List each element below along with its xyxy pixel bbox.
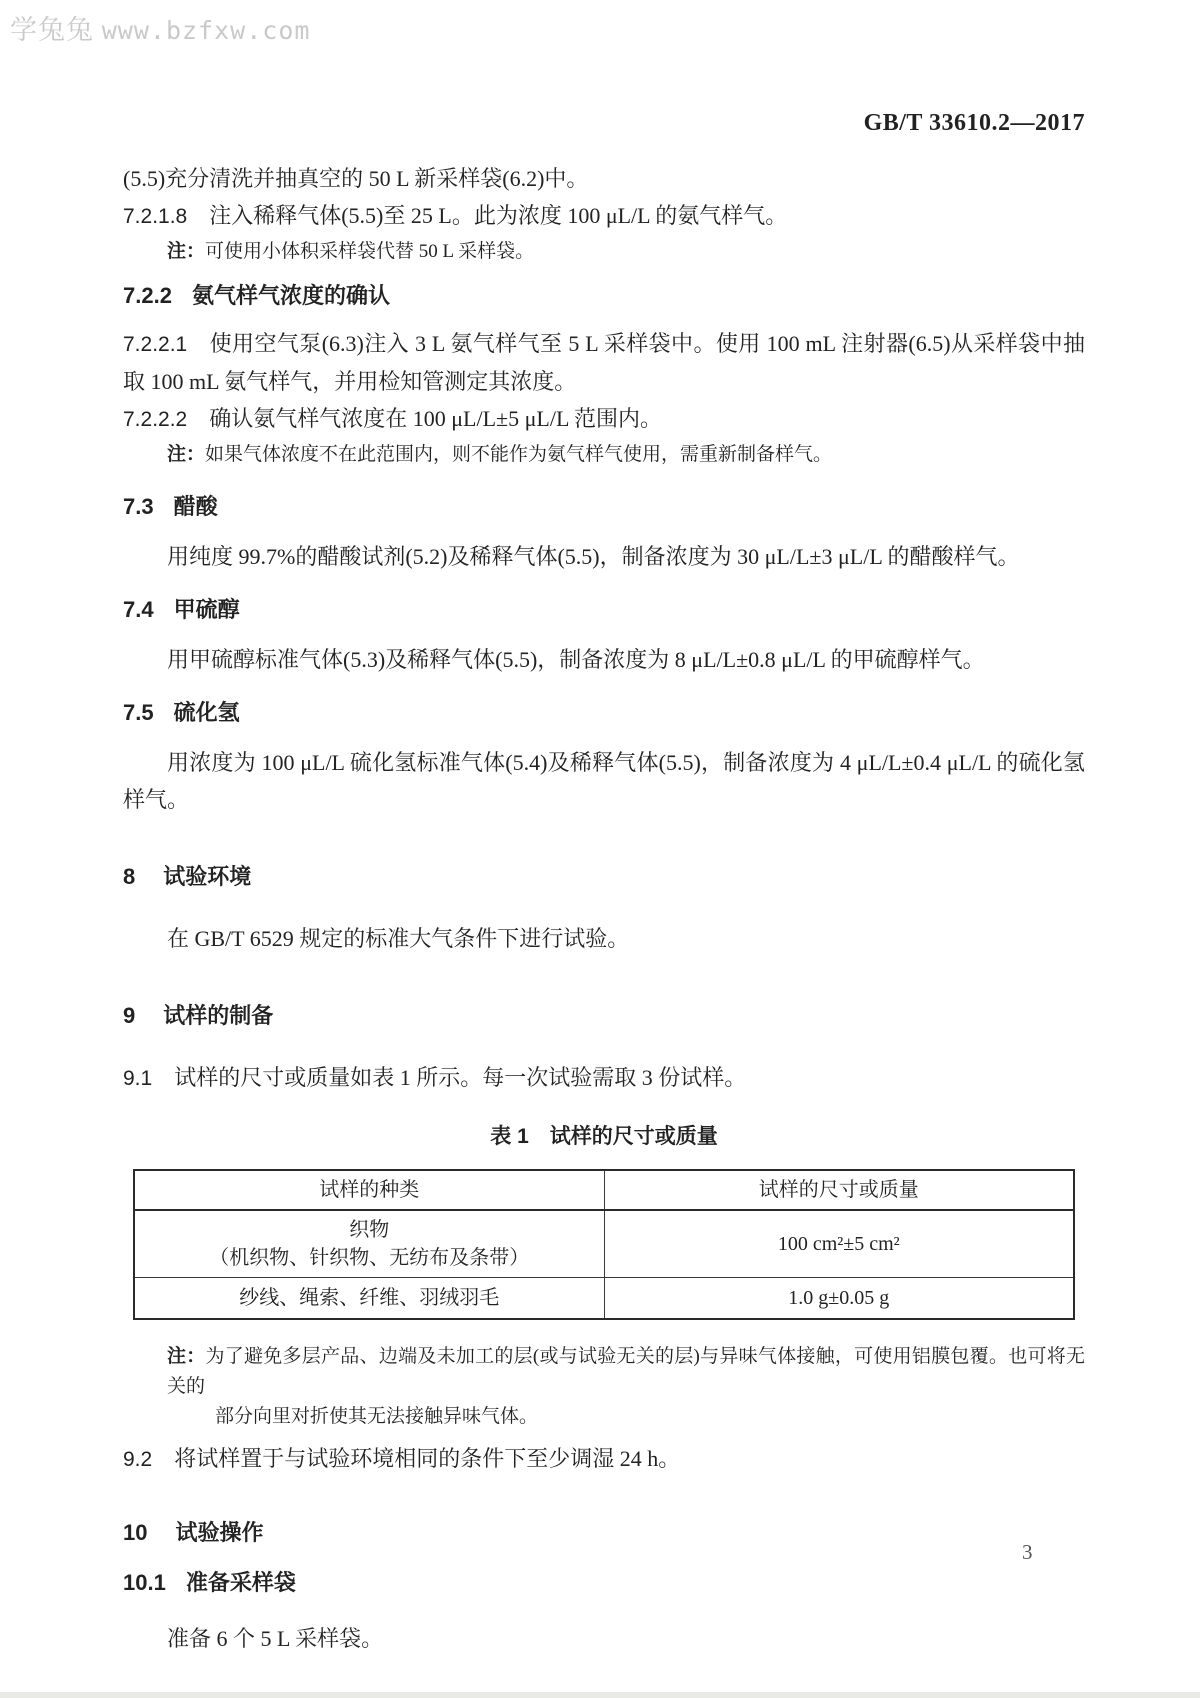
table-1	[133, 1169, 1075, 1320]
clause-text: 使用空气泵(6.3)注入 3 L 氨气样气至 5 L 采样袋中。使用 100 mL 注射器(6.5)从采样袋中抽取 100 mL 氨气样气，并用检知管测定其浓度。	[123, 331, 1085, 394]
watermark-url: www.bzfxw.com	[101, 16, 311, 45]
paragraph-continuation: (5.5)充分清洗并抽真空的 50 L 新采样袋(6.2)中。	[123, 166, 589, 191]
heading-title: 试验操作	[175, 1520, 264, 1545]
note-line-1	[167, 1342, 1085, 1402]
heading-10-1	[123, 1568, 1085, 1598]
page-content	[123, 0, 1085, 1657]
heading-number: 9	[123, 1003, 136, 1028]
note-text: 为了避免多层产品、边端及未加工的层(或与试验无关的层)与异味气体接触，可使用铝膜包覆。也可将无关的	[167, 1346, 1085, 1397]
paragraph-7-4: 用甲硫醇标准气体(5.3)及稀释气体(5.5)，制备浓度为 8 μL/L±0.8 μL/L 的甲硫醇样气。	[167, 647, 985, 672]
heading-number: 7.3	[123, 494, 154, 519]
heading-title: 试样的制备	[163, 1003, 274, 1028]
heading-title: 甲硫醇	[173, 597, 240, 622]
heading-title: 试验环境	[163, 864, 252, 889]
note-2	[123, 440, 1085, 470]
table-row	[134, 1278, 1074, 1320]
clause-number: 7.2.2.2	[123, 408, 188, 431]
doc-number: GB/T 33610.2—2017	[863, 110, 1085, 136]
scan-edge-shadow	[0, 1692, 1200, 1698]
table-header-sample-type: 试样的种类	[134, 1170, 604, 1210]
cell-sample-type	[134, 1210, 604, 1278]
paragraph-7-5: 用浓度为 100 μL/L 硫化氢标准气体(5.4)及稀释气体(5.5)，制备浓度为 4 μL/L±0.4 μL/L 的硫化氢样气。	[123, 750, 1085, 812]
clause-number: 9.2	[123, 1448, 153, 1471]
note-label: 注：	[167, 1346, 206, 1367]
table-1-caption: 表 1 试样的尺寸或质量	[490, 1125, 718, 1148]
heading-7-5	[123, 698, 1085, 728]
heading-number: 10	[123, 1520, 148, 1545]
heading-number: 7.5	[123, 700, 154, 725]
clause-7-2-2-2	[123, 400, 1085, 438]
clause-text: 注入稀释气体(5.5)至 25 L。此为浓度 100 μL/L 的氨气样气。	[209, 203, 788, 228]
heading-title: 醋酸	[173, 494, 218, 519]
heading-10	[123, 1518, 1085, 1548]
note-1	[123, 237, 1085, 267]
page-number: 3	[1022, 1540, 1033, 1564]
table-header-sample-size: 试样的尺寸或质量	[604, 1170, 1074, 1210]
table-row	[134, 1210, 1074, 1278]
cell-line-2: （机织物、针织物、无纺布及条带）	[209, 1247, 530, 1269]
heading-number: 8	[123, 864, 136, 889]
clause-9-2	[123, 1440, 1085, 1478]
watermark-site-name: 学兔兔	[10, 15, 94, 46]
clause-number: 9.1	[123, 1067, 153, 1090]
heading-7-3	[123, 492, 1085, 522]
heading-number: 7.2.2	[123, 283, 172, 308]
note-text: 如果气体浓度不在此范围内，则不能作为氨气样气使用，需重新制备样气。	[205, 444, 833, 465]
watermark	[10, 8, 310, 47]
heading-7-4	[123, 595, 1085, 625]
cell-sample-type: 纱线、绳索、纤维、羽绒羽毛	[134, 1278, 604, 1320]
note-3	[123, 1342, 1085, 1432]
heading-9	[123, 1001, 1085, 1031]
heading-title: 氨气样气浓度的确认	[191, 283, 390, 308]
note-line-2: 部分向里对折使其无法接触异味气体。	[215, 1406, 539, 1427]
clause-text: 试样的尺寸或质量如表 1 所示。每一次试验需取 3 份试样。	[174, 1065, 747, 1090]
note-text: 可使用小体积采样袋代替 50 L 采样袋。	[205, 241, 535, 262]
cell-sample-size: 100 cm²±5 cm²	[604, 1210, 1074, 1278]
clause-7-2-2-1	[123, 325, 1085, 400]
heading-number: 10.1	[123, 1570, 166, 1595]
heading-title: 准备采样袋	[185, 1570, 296, 1595]
clause-number: 7.2.2.1	[123, 333, 188, 356]
cell-line-1: 织物	[349, 1219, 390, 1241]
clause-9-1	[123, 1059, 1085, 1097]
paragraph-8: 在 GB/T 6529 规定的标准大气条件下进行试验。	[167, 926, 630, 951]
heading-number: 7.4	[123, 597, 154, 622]
clause-text: 将试样置于与试验环境相同的条件下至少调湿 24 h。	[174, 1446, 681, 1471]
note-label: 注：	[167, 444, 206, 465]
heading-title: 硫化氢	[173, 700, 240, 725]
paragraph-10-1: 准备 6 个 5 L 采样袋。	[167, 1626, 384, 1651]
cell-sample-size: 1.0 g±0.05 g	[604, 1278, 1074, 1320]
clause-number: 7.2.1.8	[123, 205, 188, 228]
note-label: 注：	[167, 241, 206, 262]
heading-8	[123, 862, 1085, 892]
heading-7-2-2	[123, 281, 1085, 311]
clause-7-2-1-8	[123, 197, 1085, 235]
table-header-row	[134, 1170, 1074, 1210]
clause-text: 确认氨气样气浓度在 100 μL/L±5 μL/L 范围内。	[209, 406, 663, 431]
paragraph-7-3: 用纯度 99.7%的醋酸试剂(5.2)及稀释气体(5.5)，制备浓度为 30 μL/L±3 μL/L 的醋酸样气。	[167, 544, 1020, 569]
